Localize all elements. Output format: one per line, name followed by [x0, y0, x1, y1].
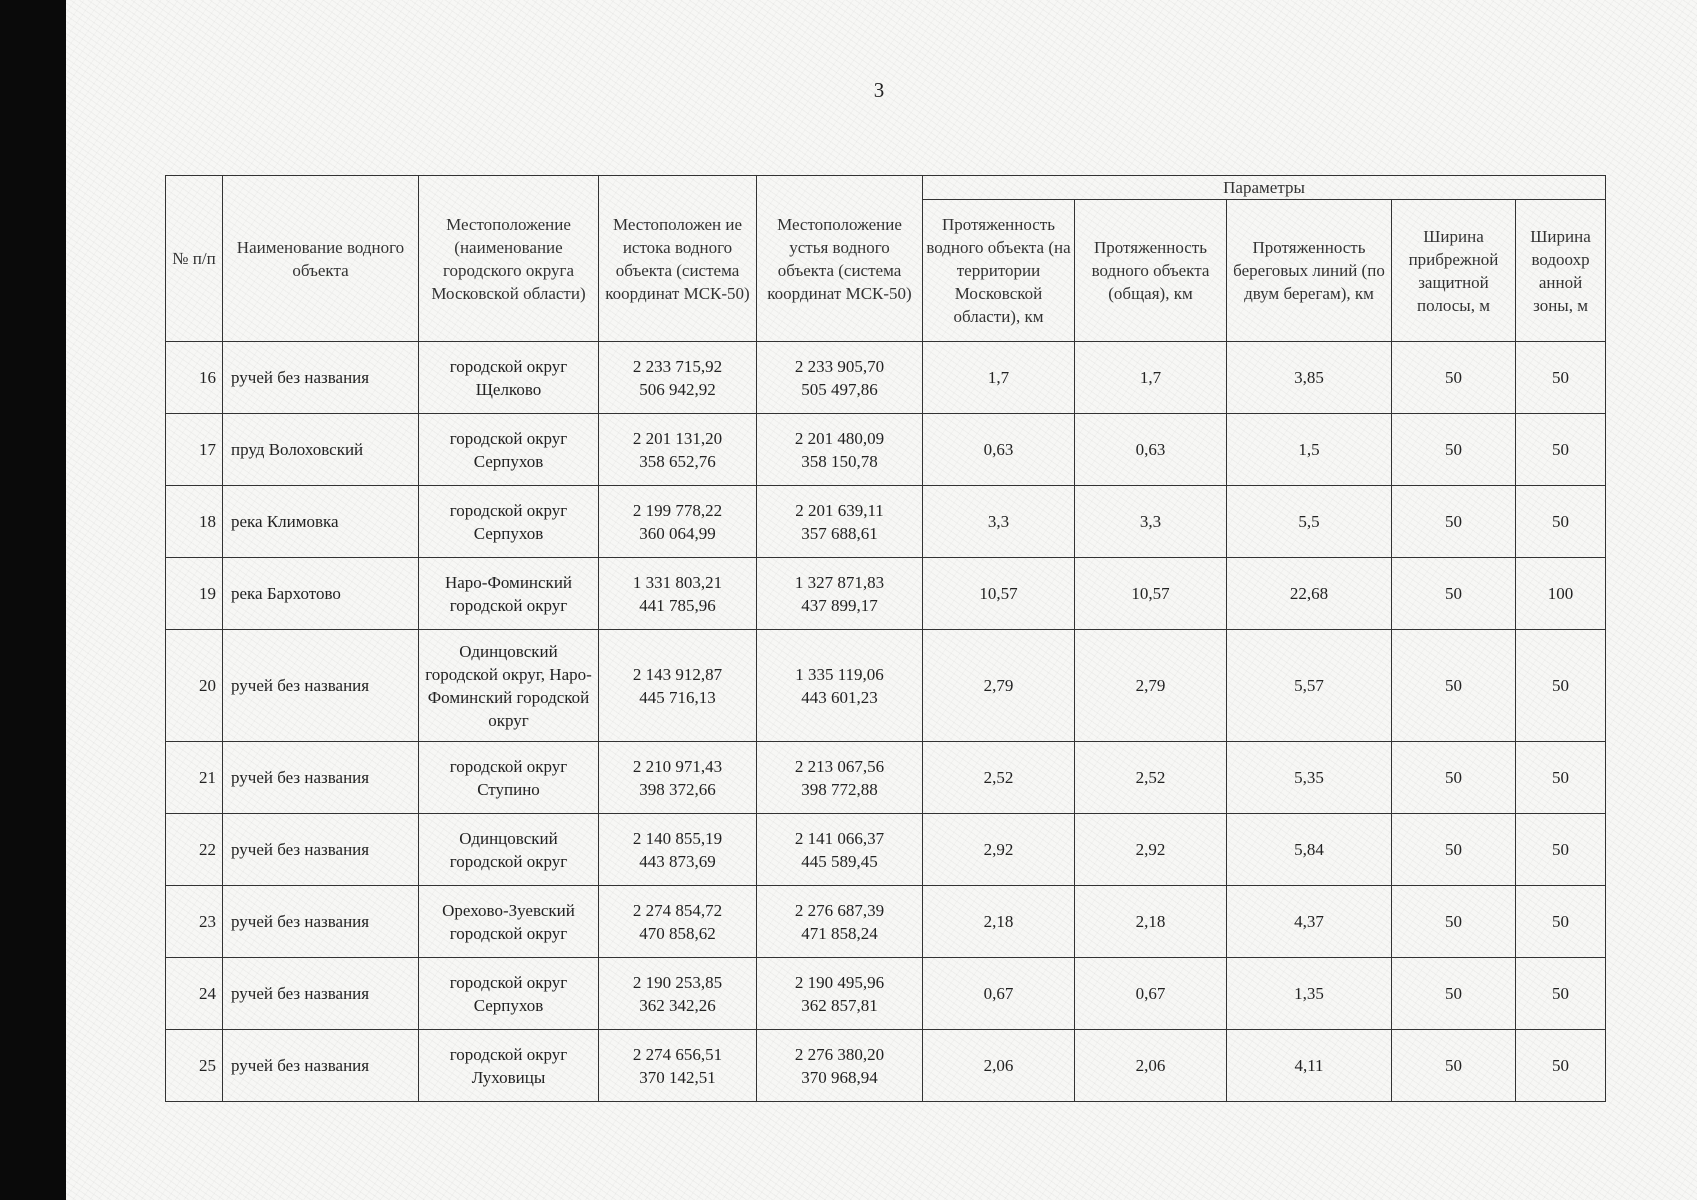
- header-coastal-strip: Ширина прибрежной защитной полосы, м: [1392, 200, 1516, 342]
- mouth-coord-1: 1 335 119,06: [795, 664, 884, 684]
- cell-location: Одинцовский городской округ, Наро-Фоминский городской округ: [419, 630, 599, 742]
- cell-coastal-strip: 50: [1392, 814, 1516, 886]
- cell-shoreline: 5,35: [1227, 742, 1392, 814]
- cell-length-total: 2,79: [1075, 630, 1227, 742]
- cell-water-zone: 50: [1516, 742, 1606, 814]
- table-row: [166, 958, 1606, 1030]
- cell-length-mo: 2,92: [923, 814, 1075, 886]
- cell-source: [599, 886, 757, 958]
- source-coord-1: 2 210 971,43: [632, 756, 723, 776]
- table-row: [166, 630, 1606, 742]
- cell-mouth: [757, 558, 923, 630]
- cell-water-zone: 50: [1516, 1030, 1606, 1102]
- cell-water-zone: 50: [1516, 958, 1606, 1030]
- source-coord-1: 2 274 854,72: [632, 900, 723, 920]
- cell-location: городской округ Ступино: [419, 742, 599, 814]
- source-coord-2: 360 064,99: [639, 523, 716, 543]
- mouth-coord-1: 2 201 639,11: [795, 500, 884, 520]
- mouth-coord-2: 398 772,88: [801, 779, 878, 799]
- source-coord-2: 441 785,96: [639, 595, 716, 615]
- cell-mouth: [757, 1030, 923, 1102]
- source-coord-2: 370 142,51: [639, 1067, 716, 1087]
- header-location: Местоположение (наименование городского округа Московской области): [419, 176, 599, 342]
- cell-length-mo: 2,06: [923, 1030, 1075, 1102]
- header-water-zone: Ширина водоохр анной зоны, м: [1516, 200, 1606, 342]
- cell-location: городской округ Луховицы: [419, 1030, 599, 1102]
- source-coord-2: 506 942,92: [639, 379, 716, 399]
- mouth-coord-2: 505 497,86: [801, 379, 878, 399]
- cell-num: 21: [166, 742, 223, 814]
- cell-name: ручей без названия: [223, 958, 419, 1030]
- cell-name: ручей без названия: [223, 1030, 419, 1102]
- mouth-coord-1: 2 201 480,09: [794, 428, 885, 448]
- cell-location: городской округ Серпухов: [419, 958, 599, 1030]
- mouth-coord-2: 437 899,17: [801, 595, 878, 615]
- cell-length-total: 2,92: [1075, 814, 1227, 886]
- water-objects-table: [165, 175, 1606, 1102]
- source-coord-2: 358 652,76: [639, 451, 716, 471]
- header-parameters-group: Параметры: [923, 176, 1606, 200]
- cell-shoreline: 5,57: [1227, 630, 1392, 742]
- cell-num: 17: [166, 414, 223, 486]
- cell-length-total: 2,06: [1075, 1030, 1227, 1102]
- cell-coastal-strip: 50: [1392, 342, 1516, 414]
- source-coord-1: 2 233 715,92: [632, 356, 723, 376]
- cell-water-zone: 50: [1516, 342, 1606, 414]
- source-coord-1: 2 140 855,19: [632, 828, 723, 848]
- mouth-coord-2: 471 858,24: [801, 923, 878, 943]
- cell-length-total: 0,67: [1075, 958, 1227, 1030]
- cell-num: 20: [166, 630, 223, 742]
- mouth-coord-2: 362 857,81: [801, 995, 878, 1015]
- cell-length-mo: 1,7: [923, 342, 1075, 414]
- cell-num: 24: [166, 958, 223, 1030]
- header-shoreline: Протяженность береговых линий (по двум берегам), км: [1227, 200, 1392, 342]
- table-row: [166, 814, 1606, 886]
- source-coord-2: 362 342,26: [639, 995, 716, 1015]
- source-coord-1: 2 143 912,87: [632, 664, 723, 684]
- cell-source: [599, 742, 757, 814]
- mouth-coord-2: 357 688,61: [801, 523, 878, 543]
- mouth-coord-1: 1 327 871,83: [794, 572, 885, 592]
- cell-mouth: [757, 814, 923, 886]
- cell-length-mo: 2,52: [923, 742, 1075, 814]
- cell-num: 19: [166, 558, 223, 630]
- cell-location: городской округ Серпухов: [419, 486, 599, 558]
- table-row: [166, 486, 1606, 558]
- source-coord-2: 445 716,13: [639, 687, 716, 707]
- cell-name: ручей без названия: [223, 814, 419, 886]
- cell-source: [599, 414, 757, 486]
- cell-coastal-strip: 50: [1392, 630, 1516, 742]
- page-number: 3: [873, 78, 885, 102]
- mouth-coord-2: 358 150,78: [801, 451, 878, 471]
- source-coord-2: 398 372,66: [639, 779, 716, 799]
- cell-length-mo: 0,67: [923, 958, 1075, 1030]
- cell-length-total: 0,63: [1075, 414, 1227, 486]
- cell-source: [599, 958, 757, 1030]
- cell-location: Орехово-Зуевский городской округ: [419, 886, 599, 958]
- cell-mouth: [757, 414, 923, 486]
- cell-location: Наро-Фоминский городской округ: [419, 558, 599, 630]
- table-row: [166, 742, 1606, 814]
- cell-num: 16: [166, 342, 223, 414]
- cell-mouth: [757, 486, 923, 558]
- cell-location: городской округ Серпухов: [419, 414, 599, 486]
- source-coord-2: 470 858,62: [639, 923, 716, 943]
- scan-left-edge: [0, 0, 66, 1200]
- mouth-coord-1: 2 276 687,39: [794, 900, 885, 920]
- mouth-coord-2: 370 968,94: [801, 1067, 878, 1087]
- cell-shoreline: 4,11: [1227, 1030, 1392, 1102]
- cell-source: [599, 486, 757, 558]
- cell-name: река Бархотово: [223, 558, 419, 630]
- header-mouth: Местоположение устья водного объекта (система координат МСК-50): [757, 176, 923, 342]
- cell-coastal-strip: 50: [1392, 1030, 1516, 1102]
- cell-water-zone: 50: [1516, 814, 1606, 886]
- mouth-coord-2: 445 589,45: [801, 851, 878, 871]
- cell-mouth: [757, 742, 923, 814]
- cell-mouth: [757, 342, 923, 414]
- mouth-coord-1: 2 276 380,20: [794, 1044, 885, 1064]
- cell-mouth: [757, 886, 923, 958]
- header-length-mo: Протяженность водного объекта (на территории Московской области), км: [923, 200, 1075, 342]
- cell-length-mo: 2,79: [923, 630, 1075, 742]
- mouth-coord-1: 2 213 067,56: [794, 756, 885, 776]
- header-name: Наименование водного объекта: [223, 176, 419, 342]
- header-length-total: Протяженность водного объекта (общая), км: [1075, 200, 1227, 342]
- cell-shoreline: 1,35: [1227, 958, 1392, 1030]
- mouth-coord-1: 2 233 905,70: [794, 356, 885, 376]
- table-row: [166, 1030, 1606, 1102]
- table-row: [166, 342, 1606, 414]
- cell-water-zone: 50: [1516, 886, 1606, 958]
- table-row: [166, 886, 1606, 958]
- cell-shoreline: 22,68: [1227, 558, 1392, 630]
- cell-num: 18: [166, 486, 223, 558]
- cell-source: [599, 630, 757, 742]
- table-row: [166, 558, 1606, 630]
- cell-coastal-strip: 50: [1392, 886, 1516, 958]
- cell-source: [599, 1030, 757, 1102]
- mouth-coord-1: 2 141 066,37: [794, 828, 885, 848]
- mouth-coord-2: 443 601,23: [801, 687, 878, 707]
- cell-location: городской округ Щелково: [419, 342, 599, 414]
- cell-length-total: 3,3: [1075, 486, 1227, 558]
- source-coord-1: 2 274 656,51: [632, 1044, 723, 1064]
- header-row-top: [166, 176, 1606, 200]
- cell-shoreline: 4,37: [1227, 886, 1392, 958]
- cell-num: 25: [166, 1030, 223, 1102]
- source-coord-1: 2 201 131,20: [632, 428, 723, 448]
- cell-length-total: 10,57: [1075, 558, 1227, 630]
- cell-shoreline: 5,5: [1227, 486, 1392, 558]
- source-coord-1: 2 190 253,85: [632, 972, 723, 992]
- cell-name: пруд Волоховский: [223, 414, 419, 486]
- cell-water-zone: 100: [1516, 558, 1606, 630]
- cell-name: река Климовка: [223, 486, 419, 558]
- cell-source: [599, 342, 757, 414]
- cell-shoreline: 5,84: [1227, 814, 1392, 886]
- cell-water-zone: 50: [1516, 486, 1606, 558]
- cell-length-mo: 0,63: [923, 414, 1075, 486]
- source-coord-1: 2 199 778,22: [632, 500, 723, 520]
- cell-length-mo: 3,3: [923, 486, 1075, 558]
- table-row: [166, 414, 1606, 486]
- cell-length-mo: 10,57: [923, 558, 1075, 630]
- cell-mouth: [757, 630, 923, 742]
- cell-source: [599, 814, 757, 886]
- cell-name: ручей без названия: [223, 342, 419, 414]
- source-coord-2: 443 873,69: [639, 851, 716, 871]
- cell-source: [599, 558, 757, 630]
- cell-length-total: 2,18: [1075, 886, 1227, 958]
- cell-coastal-strip: 50: [1392, 414, 1516, 486]
- cell-num: 23: [166, 886, 223, 958]
- cell-shoreline: 3,85: [1227, 342, 1392, 414]
- cell-location: Одинцовский городской округ: [419, 814, 599, 886]
- cell-water-zone: 50: [1516, 630, 1606, 742]
- cell-mouth: [757, 958, 923, 1030]
- cell-num: 22: [166, 814, 223, 886]
- cell-coastal-strip: 50: [1392, 958, 1516, 1030]
- cell-length-total: 1,7: [1075, 342, 1227, 414]
- header-source: Местоположен ие истока водного объекта (система координат МСК-50): [599, 176, 757, 342]
- source-coord-1: 1 331 803,21: [632, 572, 723, 592]
- cell-name: ручей без названия: [223, 742, 419, 814]
- cell-length-total: 2,52: [1075, 742, 1227, 814]
- cell-name: ручей без названия: [223, 886, 419, 958]
- cell-name: ручей без названия: [223, 630, 419, 742]
- cell-coastal-strip: 50: [1392, 742, 1516, 814]
- mouth-coord-1: 2 190 495,96: [794, 972, 885, 992]
- cell-shoreline: 1,5: [1227, 414, 1392, 486]
- cell-length-mo: 2,18: [923, 886, 1075, 958]
- cell-coastal-strip: 50: [1392, 486, 1516, 558]
- cell-water-zone: 50: [1516, 414, 1606, 486]
- header-num: № п/п: [166, 176, 223, 342]
- cell-coastal-strip: 50: [1392, 558, 1516, 630]
